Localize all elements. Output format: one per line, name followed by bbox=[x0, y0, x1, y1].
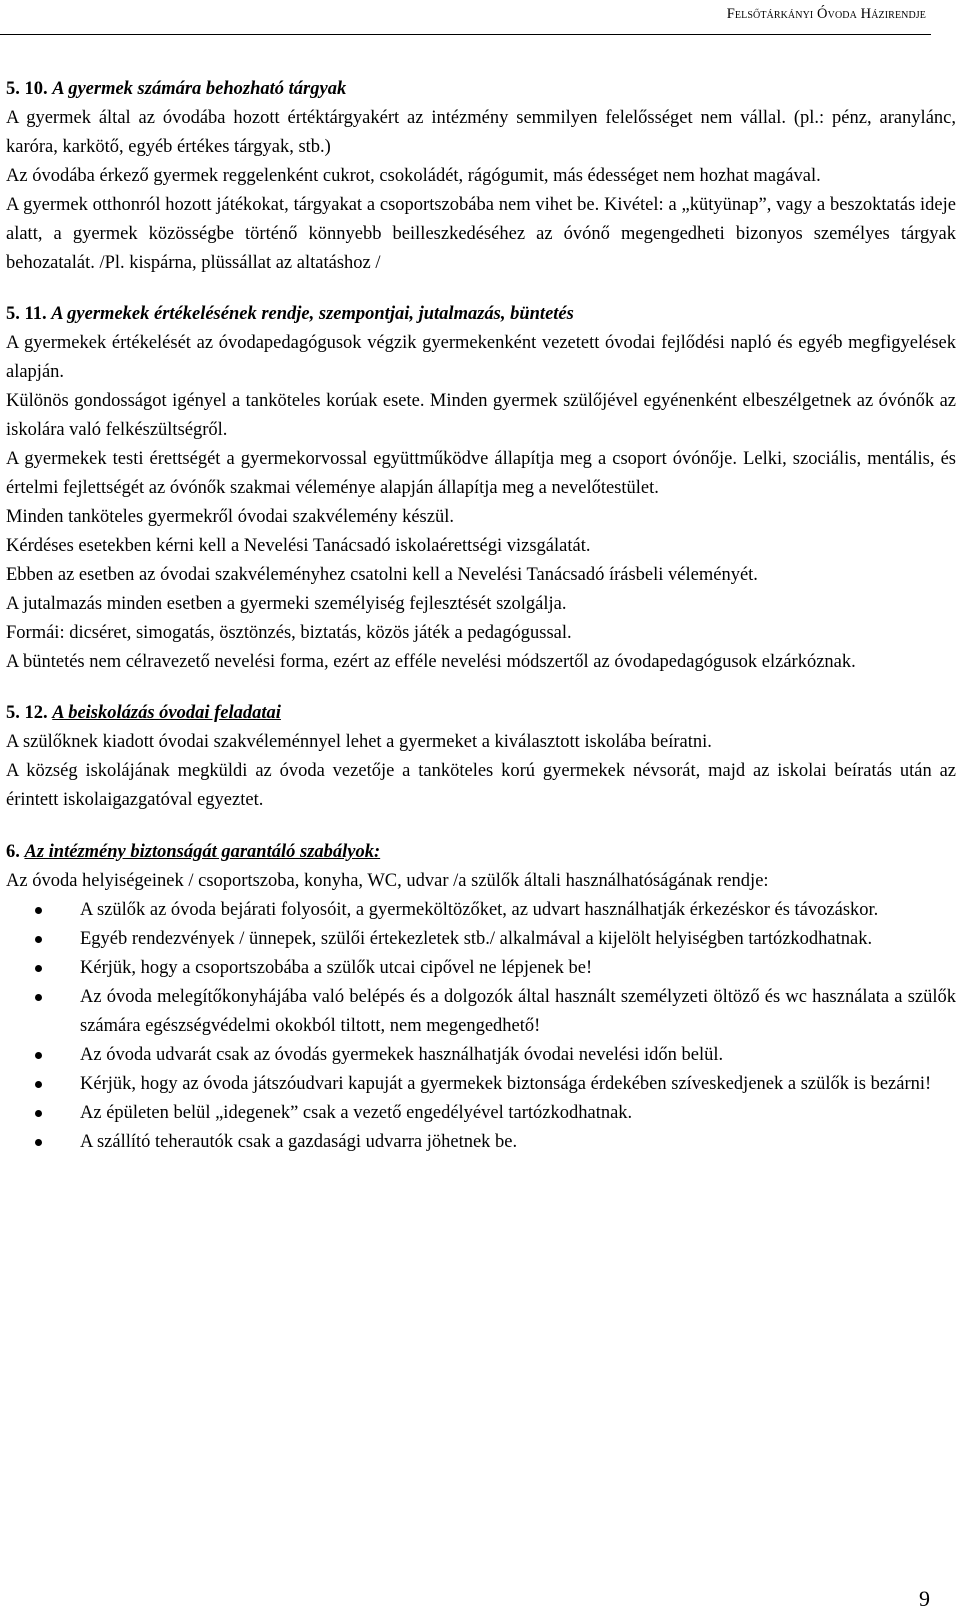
running-header: Felsőtárkányi Óvoda Házirendje bbox=[726, 6, 926, 22]
list-item-text: Kérjük, hogy a csoportszobába a szülők utcai cipővel ne lépjenek be! bbox=[80, 958, 593, 978]
list-item bbox=[6, 925, 956, 954]
section-number: 5. 11. bbox=[6, 304, 47, 324]
paragraph: A szülőknek kiadott óvodai szakvéleménnyel lehet a gyermeket a kiválasztott iskolába beíratni. bbox=[6, 732, 712, 752]
bullet-icon bbox=[35, 1139, 42, 1146]
bullet-icon bbox=[35, 936, 42, 943]
section-title: A gyermek számára behozható tárgyak bbox=[52, 79, 347, 99]
paragraph: A gyermek otthonról hozott játékokat, tárgyakat a csoportszobába nem vihet be. Kivétel: a „kütyünap”, vagy a beszoktatás ideje alatt, a gyermek közösségbe történő könnyebb beilleszkedéséhez az óvónő megengedheti bizonyos személyes tárgyak behozatalát. /Pl. kispárna, plüssállat az altatáshoz / bbox=[6, 195, 956, 273]
paragraph: Az óvoda helyiségeinek / csoportszoba, konyha, WC, udvar /a szülők általi használhatóságának rendje: bbox=[6, 871, 769, 891]
paragraph: Kérdéses esetekben kérni kell a Nevelési Tanácsadó iskolaérettségi vizsgálatát. bbox=[6, 536, 591, 556]
list-item bbox=[6, 1099, 956, 1128]
page-number: 9 bbox=[919, 1586, 930, 1611]
bullet-icon bbox=[35, 1081, 42, 1088]
header-rule bbox=[0, 34, 931, 35]
paragraph: Különös gondosságot igényel a tanköteles korúak esete. Minden gyermek szülőjével egyénenként elbeszélgetnek az óvónők az iskolára való felkészültségről. bbox=[6, 391, 956, 440]
list-item bbox=[6, 954, 956, 983]
paragraph: A gyermekek testi érettségét a gyermekorvossal együttműködve állapítja meg a csoport óvónője. Lelki, szociális, mentális, és értelmi fejlettségét az óvónők szakmai véleménye alapján állapítja meg a nevelőtestület. bbox=[6, 449, 956, 498]
list-item bbox=[6, 1128, 956, 1157]
list-item bbox=[6, 1041, 956, 1070]
rules-list bbox=[6, 896, 956, 1157]
section-number: 5. 12. bbox=[6, 703, 48, 723]
section-number: 5. 10. bbox=[6, 79, 48, 99]
section-5-12-heading bbox=[6, 699, 956, 728]
paragraph: A gyermek által az óvodába hozott értéktárgyakért az intézmény semmilyen felelősséget nem vállal. (pl.: pénz, aranylánc, karóra, karkötő, egyéb értékes tárgyak, stb.) bbox=[6, 108, 956, 157]
paragraph: A község iskolájának megküldi az óvoda vezetője a tanköteles korú gyermekek névsorát, majd az iskolai beíratás után az érintett iskolaigazgatóval egyeztet. bbox=[6, 761, 956, 810]
bullet-icon bbox=[35, 1110, 42, 1117]
paragraph: Ebben az esetben az óvodai szakvéleményhez csatolni kell a Nevelési Tanácsadó írásbeli véleményét. bbox=[6, 565, 758, 585]
section-title: A beiskolázás óvodai feladatai bbox=[52, 703, 281, 723]
bullet-icon bbox=[35, 907, 42, 914]
paragraph: A jutalmazás minden esetben a gyermeki személyiség fejlesztését szolgálja. bbox=[6, 594, 567, 614]
paragraph: Az óvodába érkező gyermek reggelenként cukrot, csokoládét, rágógumit, más édességet nem hozhat magával. bbox=[6, 166, 821, 186]
list-item-text: Az épületen belül „idegenek” csak a vezető engedélyével tartózkodhatnak. bbox=[80, 1103, 633, 1123]
document-body bbox=[6, 75, 956, 1157]
list-item-text: A szállító teherautók csak a gazdasági udvarra jöhetnek be. bbox=[80, 1132, 518, 1152]
section-title: Az intézmény biztonságát garantáló szabályok: bbox=[24, 842, 381, 862]
section-5-10-heading bbox=[6, 75, 956, 104]
bullet-icon bbox=[35, 1052, 42, 1059]
list-item bbox=[6, 896, 956, 925]
list-item bbox=[6, 1070, 956, 1099]
section-title: A gyermekek értékelésének rendje, szempontjai, jutalmazás, büntetés bbox=[51, 304, 574, 324]
paragraph: A gyermekek értékelését az óvodapedagógusok végzik gyermekenként vezetett óvodai fejlődési napló és egyéb megfigyelések alapján. bbox=[6, 333, 956, 382]
list-item-text: Az óvoda udvarát csak az óvodás gyermekek használhatják óvodai nevelési időn belül. bbox=[80, 1045, 724, 1065]
list-item-text: Egyéb rendezvények / ünnepek, szülői értekezletek stb./ alkalmával a kijelölt helyiségben tartózkodhatnak. bbox=[80, 929, 873, 949]
list-item-text: A szülők az óvoda bejárati folyosóit, a gyermeköltözőket, az udvart használhatják érkezéskor és távozáskor. bbox=[80, 900, 879, 920]
list-item bbox=[6, 983, 956, 1041]
bullet-icon bbox=[35, 994, 42, 1001]
paragraph: Formái: dicséret, simogatás, ösztönzés, biztatás, közös játék a pedagógussal. bbox=[6, 623, 572, 643]
paragraph: Minden tanköteles gyermekről óvodai szakvélemény készül. bbox=[6, 507, 454, 527]
paragraph: A büntetés nem célravezető nevelési forma, ezért az efféle nevelési módszertől az óvodapedagógusok elzárkóznak. bbox=[6, 652, 856, 672]
list-item-text: Kérjük, hogy az óvoda játszóudvari kapuját a gyermekek biztonsága érdekében szíveskedjenek a szülők is bezárni! bbox=[80, 1074, 932, 1094]
list-item-text: Az óvoda melegítőkonyhájába való belépés és a dolgozók által használt személyzeti öltöző és wc használata a szülők számára egészségvédelmi okokból tiltott, nem megengedhető! bbox=[80, 987, 956, 1036]
bullet-icon bbox=[35, 965, 42, 972]
section-6-heading bbox=[6, 838, 956, 867]
section-number: 6. bbox=[6, 842, 20, 862]
section-5-11-heading bbox=[6, 300, 956, 329]
